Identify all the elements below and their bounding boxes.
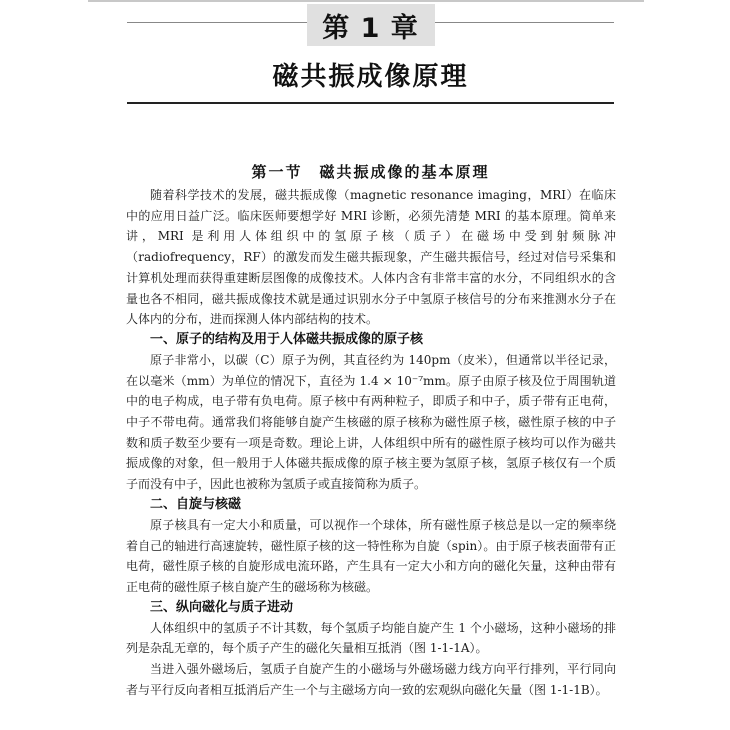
subheading-atom-structure: 一、原子的结构及用于人体磁共振成像的原子核 bbox=[150, 331, 424, 347]
paragraph-spin: 原子核具有一定大小和质量，可以视作一个球体，所有磁性原子核总是以一定的频率绕着自己的轴进行高速旋转，磁性原子核的这一特性称为自旋（spin）。由于原子核表面带有正电荷，磁性原子核的自旋形成电流环路，产生具有一定大小和方向的磁化矢量，这种由带有正电荷的磁性原子核自旋产生的磁场称为核磁。 bbox=[126, 517, 616, 594]
chapter-title: 磁共振成像原理 bbox=[272, 62, 469, 92]
subheading-longitudinal-magnetization: 三、纵向磁化与质子进动 bbox=[150, 599, 294, 615]
paragraph-atom-structure: 原子非常小，以碳（C）原子为例，其直径约为 140pm（皮米），但通常以半径记录，在以毫米（mm）为单位的情况下，直径为 1.4 × 10⁻⁷mm。原子由原子核及位于周围轨道中的电子构成，电子带有负电荷。原子核中有两种粒子，即质子和中子，质子带有正电荷，中子不带电荷。通常我们将能够自旋产生核磁的原子核称为磁性原子核，磁性原子核的中子数和质子数至少要有一项是奇数。理论上讲，人体组织中所有的磁性原子核均可以作为磁共振成像的对象，但一般用于人体磁共振成像的原子核主要为氢原子核，氢原子核仅有一个质子而没有中子，因此也被称为氢质子或直接简称为质子。 bbox=[126, 352, 616, 492]
paragraph-longitudinal-2: 当进入强外磁场后，氢质子自旋产生的小磁场与外磁场磁力线方向平行排列，平行同向者与平行反向者相互抵消后产生一个与主磁场方向一致的宏观纵向磁化矢量（图 1-1-1B）。 bbox=[126, 662, 616, 697]
title-divider bbox=[127, 102, 614, 104]
section-title: 第一节 磁共振成像的基本原理 bbox=[251, 163, 490, 181]
intro-paragraph: 随着科学技术的发展，磁共振成像（magnetic resonance imaging，MRI）在临床中的应用日益广泛。临床医师要想学好 MRI 诊断，必须先清楚 MRI 的基本原理。简单来讲，MRI 是利用人体组织中的氢原子核（质子）在磁场中受到射频脉冲（radiofrequency，RF）的激发而发生磁共振现象，产生磁共振信号，经过对信号采集和计算机处理而获得重建断层图像的成像技术。人体内含有非常丰富的水分，不同组织水的含量也各不相同，磁共振成像技术就是通过识别水分子中氢原子核信号的分布来推测水分子在人体内的分布，进而探测人体内部结构的技术。 bbox=[126, 188, 616, 327]
chapter-label: 第 1 章 bbox=[307, 4, 435, 46]
body-content bbox=[126, 185, 616, 700]
paragraph-longitudinal-1: 人体组织中的氢质子不计其数，每个氢质子均能自旋产生 1 个小磁场，这种小磁场的排列是杂乱无章的，每个质子产生的磁化矢量相互抵消（图 1-1-1A）。 bbox=[126, 620, 616, 656]
subheading-spin: 二、自旋与核磁 bbox=[150, 496, 242, 512]
chapter-header bbox=[127, 0, 614, 46]
